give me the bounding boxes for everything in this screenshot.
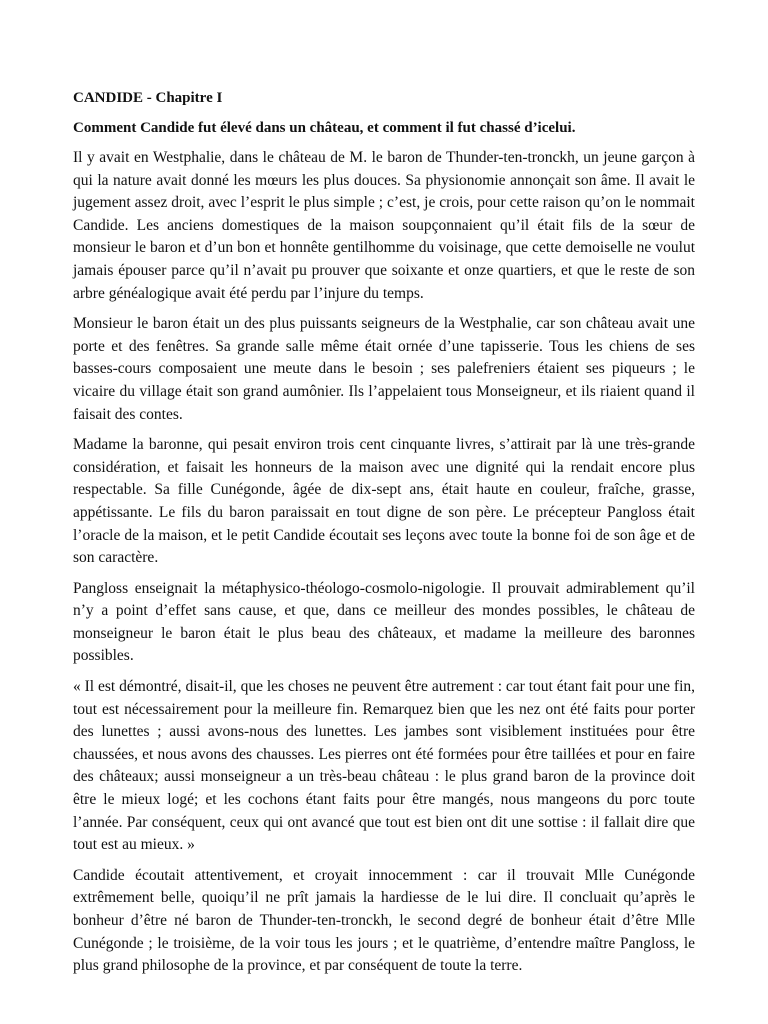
chapter-title: CANDIDE - Chapitre I xyxy=(73,90,223,106)
paragraph: Monsieur le baron était un des plus puissants seigneurs de la Westphalie, car son château avait une porte et des fenêtres. Sa grande salle même était ornée d’une tapisserie. Tous les chiens de ses basses-cours composaient une meute dans le besoin ; ses palefreniers étaient ses piqueurs ; le vicaire du village était son grand aumônier. Ils l’appelaient tous Monseigneur, et ils riaient quand il faisait des contes. xyxy=(73,315,695,423)
paragraph: « Il est démontré, disait-il, que les choses ne peuvent être autrement : car tout étant fait pour une fin, tout est nécessairement pour la meilleure fin. Remarquez bien que les nez ont été faits pour porter des lunettes ; aussi avons-nous des lunettes. Les jambes sont visiblement instituées pour être chaussées, et nous avons des chausses. Les pierres ont été formées pour être taillées et pour en faire des châteaux; aussi monseigneur a un très-beau château : le plus grand baron de la province doit être le mieux logé; et les cochons étant faits pour être mangés, nous mangeons du porc toute l’année. Par conséquent, ceux qui ont avancé que tout est bien ont dit une sottise : il fallait dire que tout est au mieux. » xyxy=(73,678,695,854)
paragraph: Madame la baronne, qui pesait environ trois cent cinquante livres, s’attirait par là une très-grande considération, et faisait les honneurs de la maison avec une dignité qui la rendait encore plus respectable. Sa fille Cunégonde, âgée de dix-sept ans, était haute en couleur, fraîche, grasse, appétissante. Le fils du baron paraissait en tout digne de son père. Le précepteur Pangloss était l’oracle de la maison, et le petit Candide écoutait ses leçons avec toute la bonne foi de son âge et de son caractère. xyxy=(73,436,695,567)
paragraph: Candide écoutait attentivement, et croyait innocemment : car il trouvait Mlle Cunégonde extrêmement belle, quoiqu’il ne prît jamais la hardiesse de le lui dire. Il concluait qu’après le bonheur d’être né baron de Thunder-ten-tronckh, le second degré de bonheur était d’être Mlle Cunégonde ; le troisième, de la voir tous les jours ; et le quatrième, d’entendre maître Pangloss, le plus grand philosophe de la province, et par conséquent de toute la terre. xyxy=(73,866,695,975)
chapter-subtitle: Comment Candide fut élevé dans un château, et comment il fut chassé d’icelui. xyxy=(73,120,576,136)
paragraph: Pangloss enseignait la métaphysico-théologo-cosmolo-nigologie. Il prouvait admirablement qu’il n’y a point d’effet sans cause, et que, dans ce meilleur des mondes possibles, le château de monseigneur le baron était le plus beau des châteaux, et madame la meilleure des baronnes possibles. xyxy=(73,579,695,665)
paragraph: Il y avait en Westphalie, dans le château de M. le baron de Thunder-ten-tronckh, un jeune garçon à qui la nature avait donné les mœurs les plus douces. Sa physionomie annonçait son âme. Il avait le jugement assez droit, avec l’esprit le plus simple ; c’est, je crois, pour cette raison qu’on le nommait Candide. Les anciens domestiques de la maison soupçonnaient qu’il était fils de la sœur de monsieur le baron et d’un bon et honnête gentilhomme du voisinage, que cette demoiselle ne voulut jamais épouser parce qu’il n’avait pu prouver que soixante et onze quartiers, et que le reste de son arbre généalogique avait été perdu par l’injure du temps. xyxy=(73,149,695,302)
